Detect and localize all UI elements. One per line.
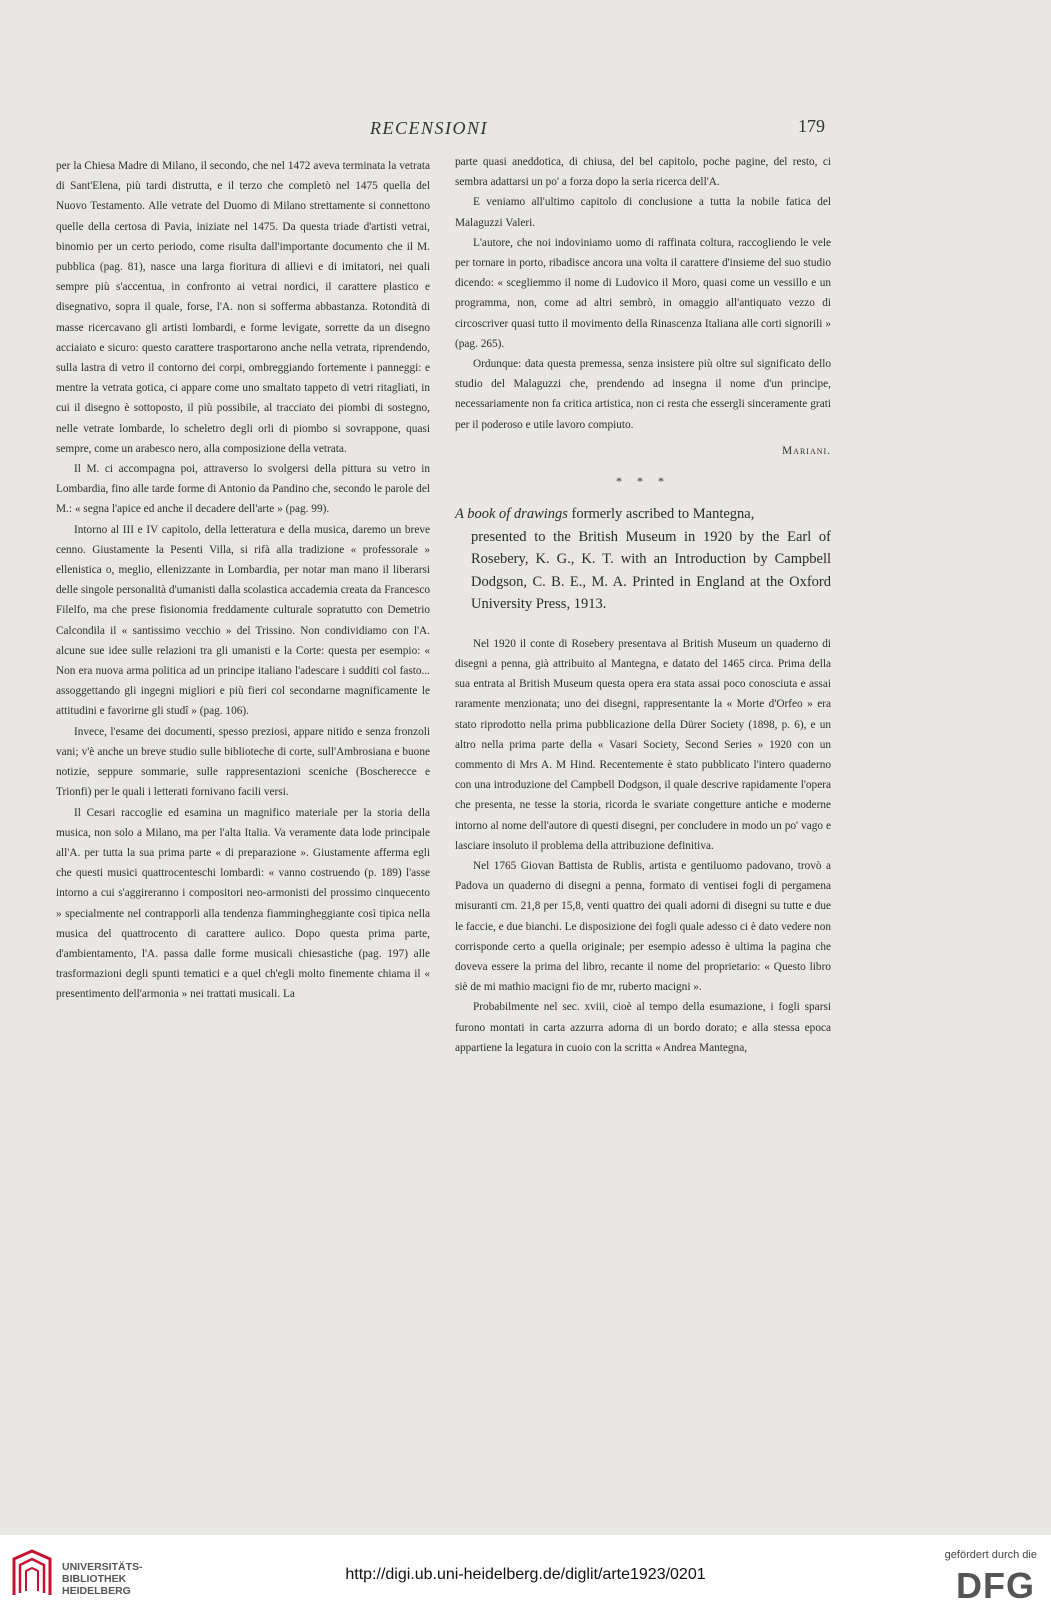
paragraph: Invece, l'esame dei documenti, spesso preziosi, appare nitido e senza fronzoli vani; v'è anche un breve studio sulle biblioteche di corte, sull'Ambrosiana e buone notizie, seppure sommarie, sulle rappresentazioni sceniche (Boscherecce e Trionfi) per le quali i letterati fornivano facili versi.	[56, 725, 430, 799]
paragraph: Nel 1765 Giovan Battista de Rublis, artista e gentiluomo padovano, trovò a Padova un quaderno di disegni a penna, formato di ventisei fogli di pergamena misuranti cm. 21,8 per 15,8, venti quattro dei quali adorni di disegni su tutte e due le faccie, e due bianchi. Le disposizione dei fogli quale adesso ci è dato vedere non corrisponde certo a quella originale; per esempio adesso è ultima la pagina che doveva essere la prima del libro, recante il nome del proprietario: « Questo libro siè de mi mathio macigni fio de mr, ruberto macigni ».	[455, 859, 831, 994]
paragraph: Nel 1920 il conte di Rosebery presentava al British Museum un quaderno di disegni a penna, già attribuito al Mantegna, e datato del 1465 circa. Prima della sua entrata al British Museum questa opera era stata assai poco conosciuta e assai raramente menzionata; uno dei disegni, rappresentante la « Morte d'Orfeo » era stato riprodotto nella prima pubblicazione della Dürer Society (1898, p. 6), e un altro nella prima parte della « Vasari Society, Second Series » 1920 con un commento di Mrs A. M Hind. Recentemente è stato pubblicato l'intero quaderno con una introduzione del Campbell Dodgson, il quale descrive rapidamente l'opera che presenta, ne tesse la storia, ricorda le svariate congetture antiche e moderne intorno al nome dell'autore di questi disegni, per concludere in modo un po' vago e lasciare insoluto il problema della attribuzione definitiva.	[455, 637, 831, 852]
library-name-line: HEIDELBERG	[62, 1585, 131, 1597]
section-separator: * * *	[616, 474, 670, 489]
paragraph: Il M. ci accompagna poi, attraverso lo svolgersi della pittura su vetro in Lombardia, fino alle tarde forme di Antonio da Pandino che, secondo le parole del M.: « segna l'apice ed anche il decadere dell'arte » (pag. 99).	[56, 463, 430, 516]
paragraph: E veniamo all'ultimo capitolo di conclusione a tutta la nobile fatica del Malaguzzi Valeri.	[455, 196, 831, 229]
entry-bibliographic-details: presented to the British Museum in 1920 by the Earl of Rosebery, K. G., K. T. with an Introduction by Campbell Dodgson, C. B. E., M. A. Printed in England at the Oxford University Press, 1913.	[471, 528, 831, 613]
right-column	[455, 152, 831, 1058]
page-number: 179	[798, 116, 825, 136]
library-name-line: UNIVERSITÄTS-	[62, 1561, 143, 1573]
paragraph: Il Cesari raccoglie ed esamina un magnifico materiale per la storia della musica, non solo a Milano, ma per l'alta Italia. Va veramente data lode principale all'A. per tutta la sua prima parte « di preparazione ». Giustamente afferma egli che questi musici quattrocenteschi lombardi: « vanno costruendo (p. 189) l'asse intorno a cui s'aggireranno i compositori neo-armonisti del prossimo cinquecento » specialmente nel contrapporli alla tendenza fiammingheggiante così tipica nella musica del quattrocento di carattere aulico. Dopo questa prima parte, d'ambientamento, l'A. passa dalle forme musicali chiesastiche (pag. 197) alle trasformazioni degli spunti tematici e a quel ch'egli molto finemente chiama il « presentimento dell'armonia » nei trattati musicali. La	[56, 806, 430, 1001]
running-title: RECENSIONI	[370, 118, 488, 138]
funding-label: gefördert durch die	[944, 1549, 1037, 1561]
paragraph: L'autore, che noi indoviniamo uomo di raffinata coltura, raccogliendo le vele per tornare in porto, ribadisce ancora una volta il carattere d'insieme del suo studio dicendo: « scegliemmo il nome di Ludovico il Moro, quasi come un vessillo e un programma, non, come ad altri sembrò, in omaggio all'antiquato vezzo di circoscriver quasi tutto il movimento della Rinascenza Italiana alle corti signorili » (pag. 265).	[455, 236, 831, 350]
review-entry-heading	[455, 503, 831, 616]
footer-bar	[0, 1535, 1051, 1616]
author-signature: Mariani.	[782, 444, 831, 457]
paragraph: Ordunque: data questa premessa, senza insistere più oltre sul significato dello studio del Malaguzzi che, prendendo ad insegna il nome d'un principe, necessariamente non fa critica artistica, non ci resta che essergli sinceramente grati per il poderoso e utile lavoro compiuto.	[455, 358, 831, 431]
left-column	[56, 156, 430, 1005]
library-name-line: BIBLIOTHEK	[62, 1573, 127, 1585]
paragraph: Intorno al III e IV capitolo, della letteratura e della musica, daremo un breve cenno. Giustamente la Pesenti Villa, si rifà alla tradizione « professorale » ellenistica o, meglio, ellenizzante in Lombardia, per notar man mano il liberarsi delle singole personalità d'umanisti dalla scolastica accademia creata da Francesco Filelfo, ma che prese fisionomia freddamente culturale sopratutto con Demetrio Calcondila il « santissimo vecchio » del Trissino. Non condividiamo con l'A. alcune sue idee sulle relazioni tra gli umanisti e la Corte: questa per esempio: « Non era nuova arma politica ad un principe italiano l'adescare i sudditi col fasto... assoggettando gli ingegni migliori e più fieri col secondarne magnificamente le attitudini e favorirne gli studî » (pag. 106).	[56, 523, 430, 718]
entry-heading-text: formerly ascribed to Mantegna,	[567, 506, 755, 523]
permalink-url[interactable]: http://digi.ub.uni-heidelberg.de/diglit/arte1923/0201	[345, 1566, 706, 1583]
dfg-logo-icon: DFG	[956, 1565, 1035, 1606]
paragraph: per la Chiesa Madre di Milano, il secondo, che nel 1472 aveva terminata la vetrata di Sant'Elena, più tardi distrutta, e il terzo che completò nel 1475 quella del Nuovo Testamento. Alle vetrate del Duomo di Milano strettamente si connettono quelle della certosa di Pavia, iniziate nel 1475. Da questa triade d'artisti vetrai, binomio per un certo periodo, come risulta dall'importante documento che il M. pubblica (pag. 81), nasce una larga fioritura di allievi e di imitatori, nei quali sempre più s'accentua, in confronto ai vetrai nordici, il carattere plastico e disegnativo, sopra il quale, forse, l'A. non si sofferma abbastanza. Rotondità di masse ricercavano gli artisti lombardi, e forme levigate, sorrette da un disegno acciaiato e sicuro: questo carattere trasportarono anche nella vetrata, riprendendo, sulla lastra di vetro il contorno dei corpi, ombreggiando fortemente i panneggi: e mentre la vetrata gotica, ci appare come uno smaltato tappeto di vetri ritagliati, in cui il disegno è sottoposto, il più possibile, al tracciato dei piombi di sostegno, nelle vetrate lombarde, lo scheletro degli orli di piombo si sovrappone, quasi sempre, come un arabesco nero, alla composizione della vetrata.	[56, 160, 430, 455]
paragraph: parte quasi aneddotica, di chiusa, del bel capitolo, poche pagine, del resto, ci sembra adattarsi un po' a forza dopo la seria ricerca dell'A.	[455, 156, 831, 189]
entry-book-title: A book of drawings	[455, 506, 568, 523]
paragraph: Probabilmente nel sec. xviii, cioè al tempo della esumazione, i fogli sparsi furono montati in carta azzurra adorna di un bordo dorato; e alla stessa epoca appartiene la legatura in cuoio con la scritta « Andrea Mantegna,	[455, 1001, 831, 1054]
